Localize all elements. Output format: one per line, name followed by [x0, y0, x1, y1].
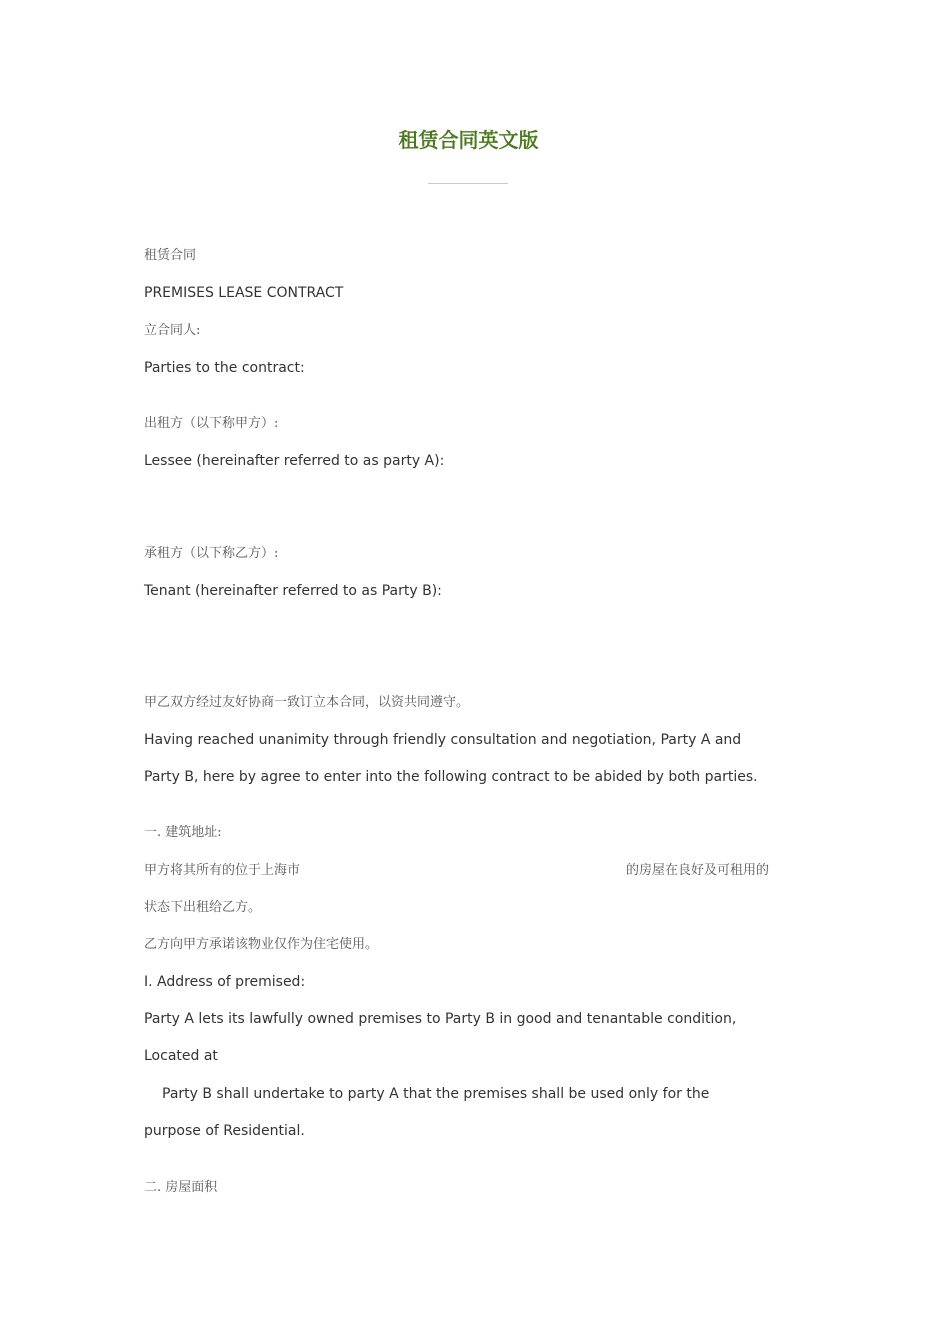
zh-tenant-label: 承租方（以下称乙方）: — [144, 546, 279, 561]
en-section-1-line-3: Party B shall undertake to party A that the premises shall be used only for the — [162, 1086, 710, 1102]
zh-section-1-condition: 状态下出租给乙方。 — [144, 900, 262, 915]
document-title: 租赁合同英文版 — [398, 128, 539, 152]
zh-contract-title: 租赁合同 — [144, 248, 197, 263]
en-agreement-line-1: Having reached unanimity through friendly consultation and negotiation, Party A and — [144, 732, 742, 748]
zh-parties-label: 立合同人: — [144, 323, 201, 338]
en-parties-label: Parties to the contract: — [144, 360, 305, 376]
en-tenant-label: Tenant (hereinafter referred to as Party B): — [144, 583, 442, 599]
zh-section-1-address-right: 的房屋在良好及可租用的 — [626, 863, 770, 878]
en-section-1-line-1: Party A lets its lawfully owned premises to Party B in good and tenantable condition, — [144, 1011, 737, 1027]
en-agreement-line-2: Party B, here by agree to enter into the following contract to be abided by both parties. — [144, 769, 758, 785]
en-section-1-line-2: Located at — [144, 1048, 218, 1064]
en-section-1-heading: Ⅰ. Address of premised: — [144, 974, 306, 990]
zh-agreement-paragraph: 甲乙双方经过友好协商一致订立本合同，以资共同遵守。 — [144, 695, 470, 710]
zh-section-1-heading: 一. 建筑地址: — [144, 825, 222, 840]
zh-section-2-heading: 二. 房屋面积 — [144, 1180, 218, 1195]
en-section-1-line-4: purpose of Residential. — [144, 1123, 305, 1139]
zh-lessee-label: 出租方（以下称甲方）: — [144, 416, 279, 431]
title-divider — [428, 183, 508, 184]
zh-section-1-address-left: 甲方将其所有的位于上海市 — [144, 863, 301, 878]
en-contract-title: PREMISES LEASE CONTRACT — [144, 285, 344, 301]
en-lessee-label: Lessee (hereinafter referred to as party A): — [144, 453, 445, 469]
zh-section-1-usage: 乙方向甲方承诺该物业仅作为住宅使用。 — [144, 937, 379, 952]
